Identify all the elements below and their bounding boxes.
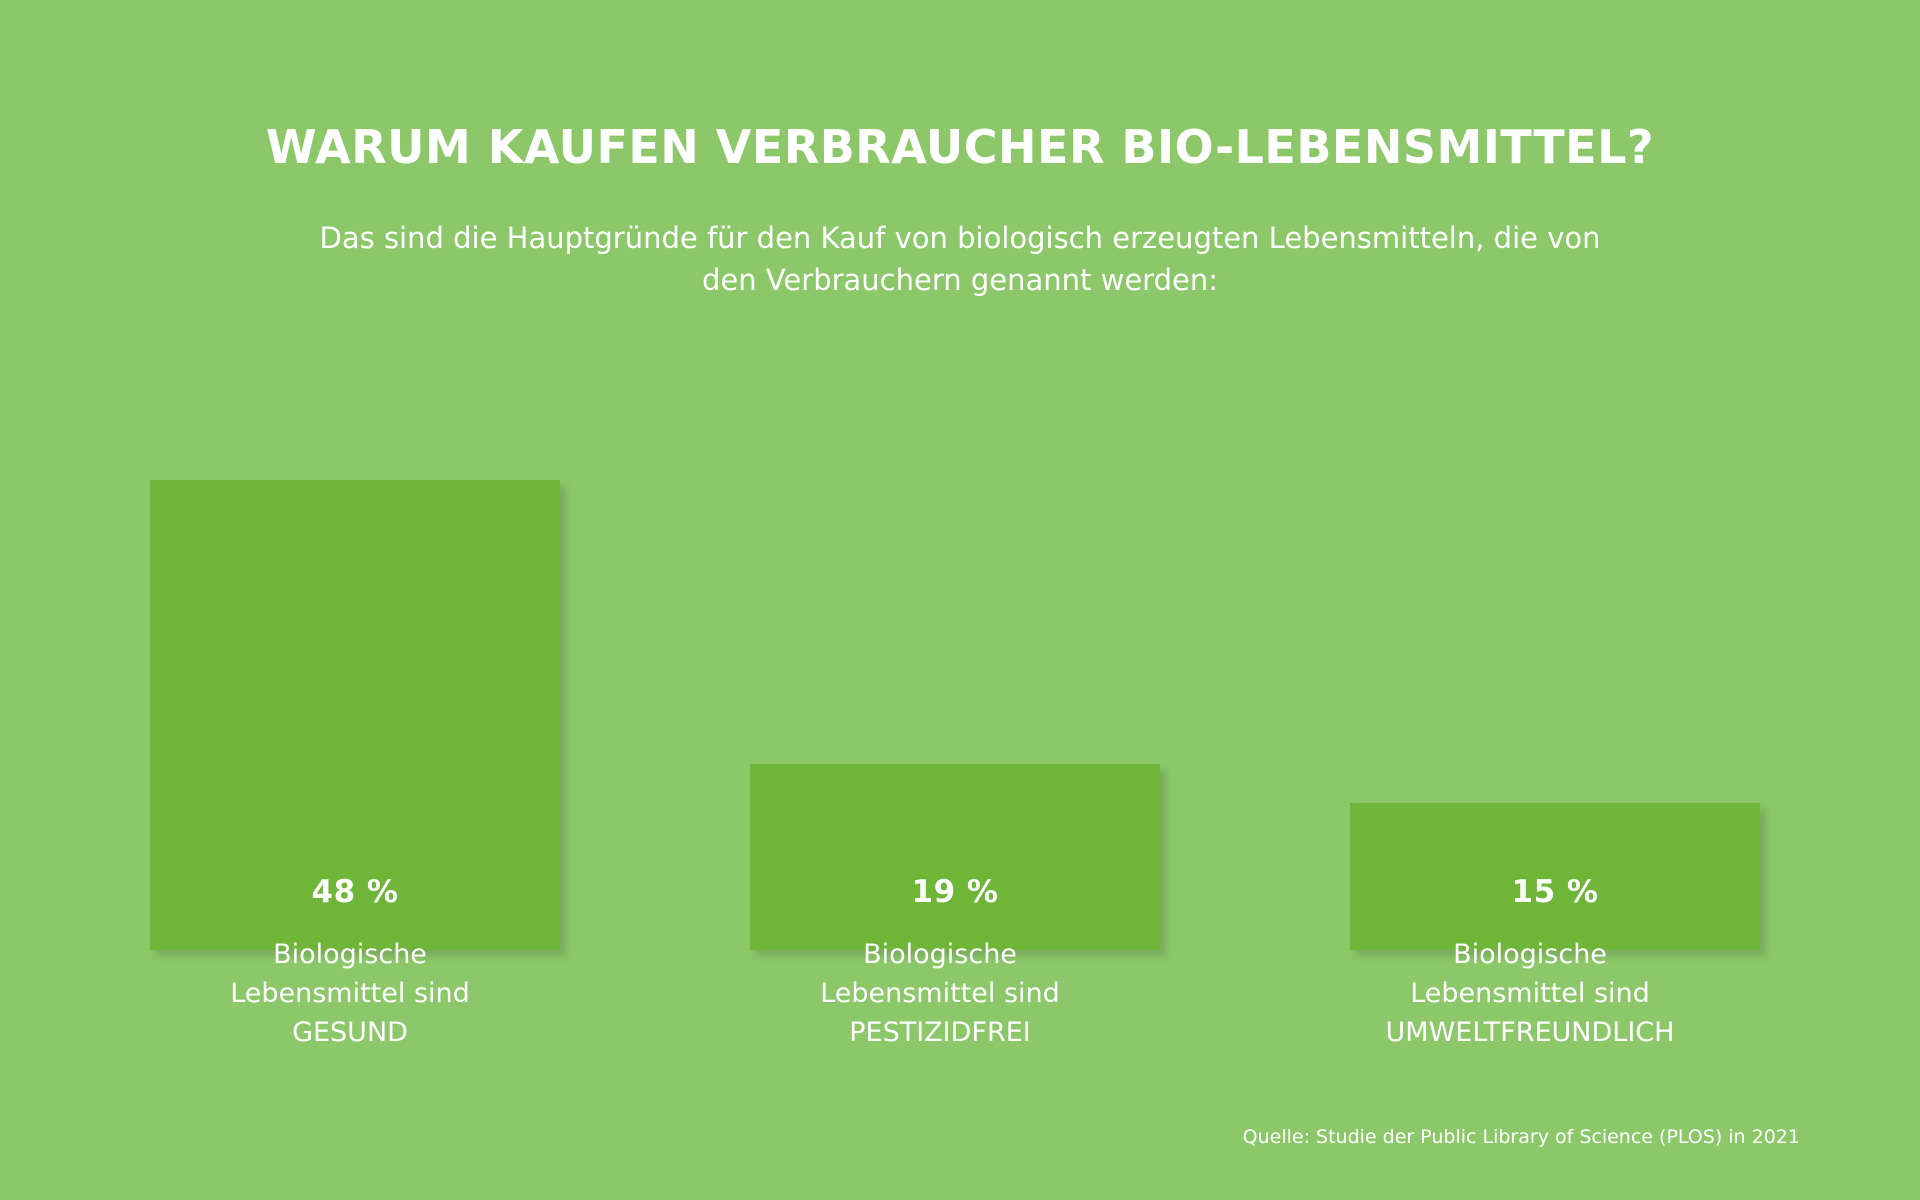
chart-subtitle — [310, 173, 1610, 301]
category-label-pestizidfrei — [740, 935, 1140, 1052]
bar-chart — [0, 390, 1920, 950]
category-label-umweltfreundlich — [1330, 935, 1730, 1052]
chart-subtitle-line-2: Lebensmitteln, die von den Verbrauchern genannt werden: — [702, 220, 1601, 297]
category-labels-row — [0, 935, 1920, 1052]
chart-header — [0, 0, 1920, 301]
bar-group-gesund — [150, 480, 560, 950]
bar-group-pestizidfrei — [750, 764, 1160, 950]
category-label-umweltfreundlich-line-1: Biologische — [1453, 939, 1607, 970]
bar-value-umweltfreundlich: 15 % — [1511, 874, 1599, 910]
source-note: Quelle: Studie der Public Library of Science (PLOS) in 2021 — [1242, 1126, 1800, 1148]
category-label-gesund — [150, 935, 550, 1052]
bar-pestizidfrei — [750, 764, 1160, 950]
category-label-pestizidfrei-line-1: Biologische — [863, 939, 1017, 970]
bar-value-gesund: 48 % — [311, 874, 399, 910]
bar-umweltfreundlich — [1350, 803, 1760, 950]
category-label-pestizidfrei-line-3: PESTIZIDFREI — [849, 1017, 1031, 1049]
category-label-gesund-line-2: Lebensmittel sind — [230, 978, 470, 1010]
chart-subtitle-line-1: Das sind die Hauptgründe für den Kauf von biologisch erzeugten — [319, 220, 1260, 255]
bar-gesund — [150, 480, 560, 950]
page-title: WARUM KAUFEN VERBRAUCHER BIO-LEBENSMITTEL? — [265, 120, 1655, 174]
bar-group-umweltfreundlich — [1350, 803, 1760, 950]
category-label-umweltfreundlich-line-2: Lebensmittel sind — [1410, 978, 1650, 1010]
bar-value-pestizidfrei: 19 % — [911, 874, 999, 910]
category-label-gesund-line-3: GESUND — [292, 1017, 408, 1049]
category-label-umweltfreundlich-line-3: UMWELTFREUNDLICH — [1385, 1017, 1675, 1049]
bars-row — [0, 470, 1920, 950]
category-label-pestizidfrei-line-2: Lebensmittel sind — [820, 978, 1060, 1010]
category-label-gesund-line-1: Biologische — [273, 939, 427, 970]
